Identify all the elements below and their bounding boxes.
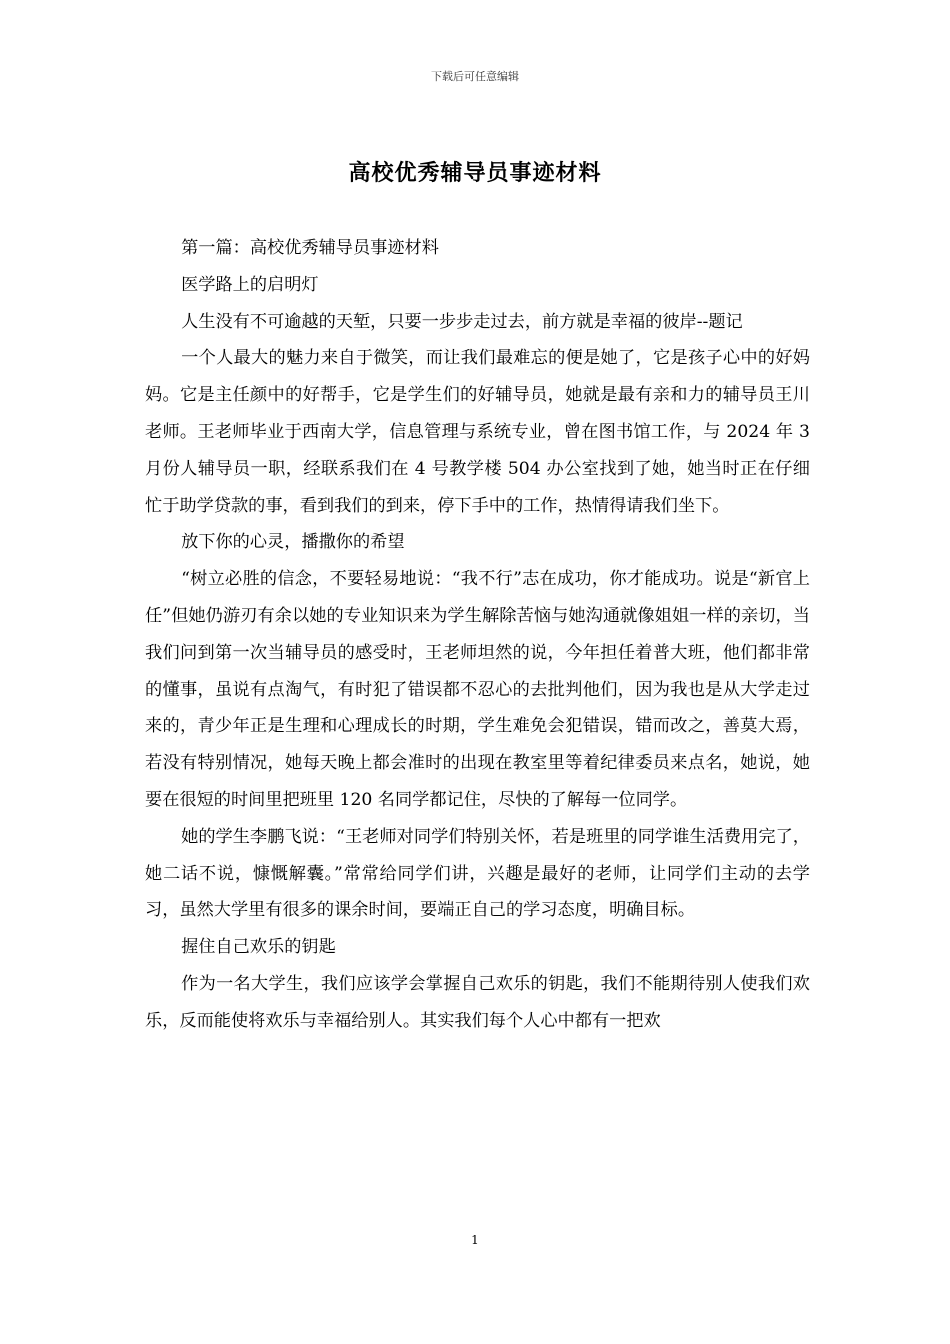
- epigraph-paragraph: 人生没有不可逾越的天堑，只要一步步走过去，前方就是幸福的彼岸--题记: [181, 311, 743, 332]
- document-body: [145, 230, 810, 1040]
- body-paragraph: “树立必胜的信念，不要轻易地说：“我不行”志在成功，你才能成功。说是“新官上任”但她仍游刃有余以她的专业知识来为学生解除苦恼与她沟通就像姐姐一样的亲切，当我们问到第一次当辅导员的感受时，王老师坦然的说，今年担任着普大班，他们都非常的懂事，虽说有点淘气，有时犯了错误都不忍心的去批判他们，因为我也是从大学走过来的，青少年正是生理和心理成长的时期，学生难免会犯错误，错而改之，善莫大焉，若没有特别情况，她每天晚上都会准时的出现在教室里等着纪律委员来点名，她说，她要在很短的时间里把班里 120 名同学都记住，尽快的了解每一位同学。: [145, 569, 810, 810]
- body-paragraph: 一个人最大的魅力来自于微笑，而让我们最难忘的便是她了，它是孩子心中的好妈妈。它是主任颜中的好帮手，它是学生们的好辅导员，她就是最有亲和力的辅导员王川老师。王老师毕业于西南大学，信息管理与系统专业，曾在图书馆工作，与 2024 年 3 月份人辅导员一职，经联系我们在 4 号教学楼 504 办公室找到了她，她当时正在仔细忙于助学贷款的事，看到我们的到来，停下手中的工作，热情得请我们坐下。: [145, 348, 810, 516]
- header-note: 下载后可任意编辑: [431, 70, 519, 83]
- subheading: 握住自己欢乐的钥匙: [181, 937, 336, 958]
- body-paragraph: 她的学生李鹏飞说：“王老师对同学们特别关怀，若是班里的同学谁生活费用完了，她二话不说，慷慨解囊。”常常给同学们讲，兴趣是最好的老师，让同学们主动的去学习，虽然大学里有很多的课余时间，要端正自己的学习态度，明确目标。: [145, 826, 810, 921]
- subheading: 放下你的心灵，播撒你的希望: [181, 532, 405, 553]
- article-subtitle: 医学路上的启明灯: [181, 274, 319, 295]
- body-paragraph: 作为一名大学生，我们应该学会掌握自己欢乐的钥匙，我们不能期待别人使我们欢乐，反而能使将欢乐与幸福给别人。其实我们每个人心中都有一把欢: [145, 973, 810, 1031]
- document-title: 高校优秀辅导员事迹材料: [348, 160, 602, 186]
- section-heading: 第一篇：高校优秀辅导员事迹材料: [181, 238, 439, 258]
- page-number: 1: [471, 1233, 479, 1247]
